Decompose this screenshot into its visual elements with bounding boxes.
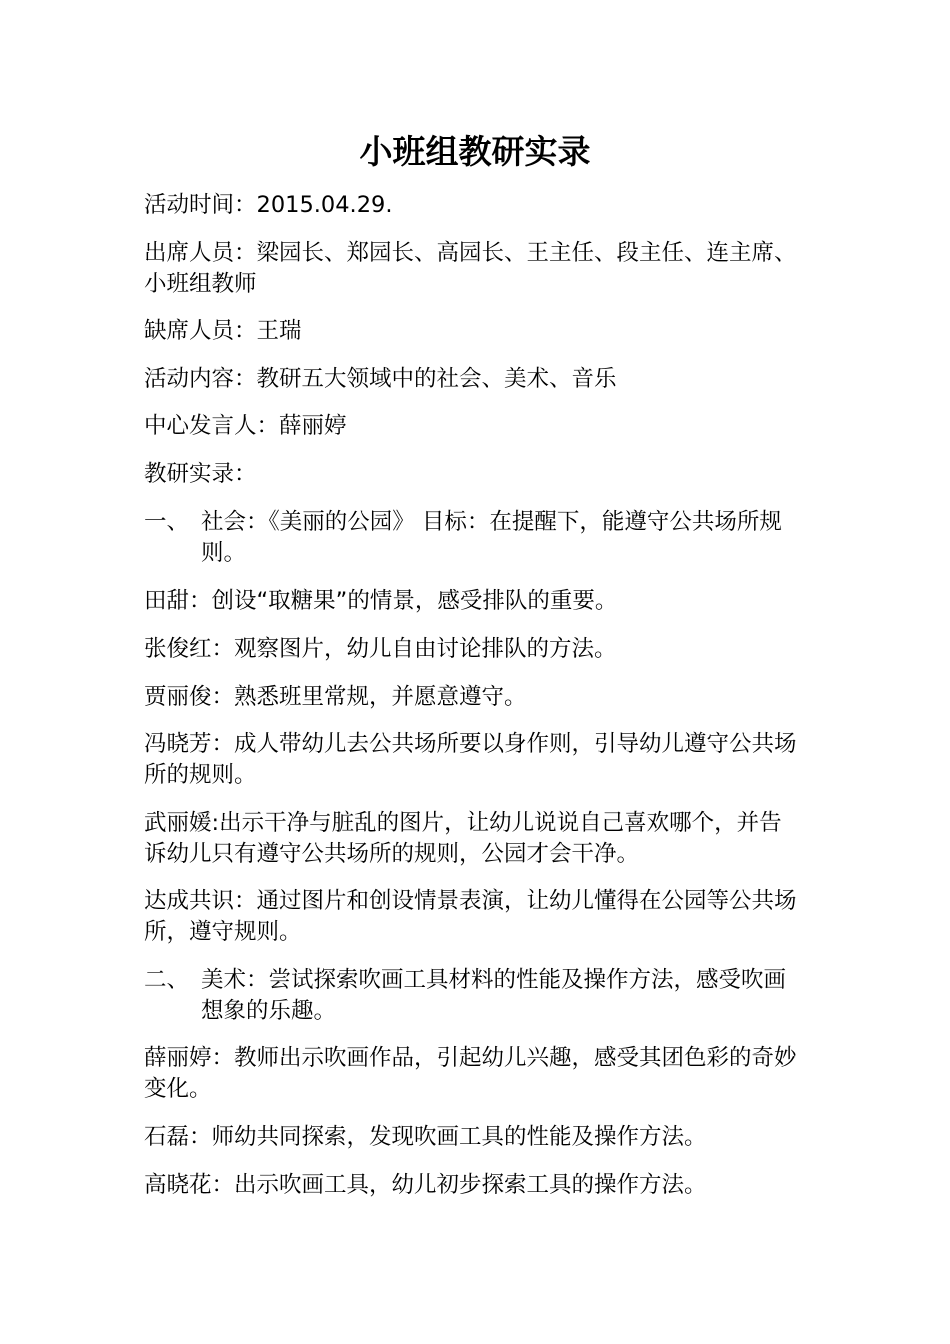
absent-persons: 缺席人员：王瑞 [144,318,302,344]
entry-paragraph: 武丽媛:出示干净与脏乱的图片，让幼儿说说自己喜欢哪个，并告诉幼儿只有遵守公共场所的规则，公园才会干净。 [144,810,782,867]
entry-paragraph: 高晓花：出示吹画工具，幼儿初步探索工具的操作方法。 [144,1172,707,1198]
activity-content: 活动内容：教研五大领域中的社会、美术、音乐 [144,366,617,392]
activity-time: 活动时间：2015.04.29. [144,192,393,218]
section-number: 二、 [144,967,190,993]
consensus-paragraph: 达成共识：通过图片和创设情景表演，让幼儿懂得在公园等公共场所，遵守规则。 [144,888,797,945]
section-number: 一、 [144,509,190,535]
section-heading-art [144,965,804,1027]
entry-paragraph: 石磊：师幼共同探索，发现吹画工具的性能及操作方法。 [144,1124,707,1150]
section-text: 社会：《美丽的公园》 目标：在提醒下，能遵守公共场所规则。 [201,509,782,566]
entry-paragraph: 田甜：创设“取糖果”的情景，感受排队的重要。 [144,588,618,614]
record-label: 教研实录： [144,461,257,487]
entry-paragraph: 张俊红：观察图片，幼儿自由讨论排队的方法。 [144,636,617,662]
entry-paragraph: 冯晓芳：成人带幼儿去公共场所要以身作则，引导幼儿遵守公共场所的规则。 [144,731,797,788]
section-heading-social [144,507,804,569]
entry-paragraph: 薛丽婷：教师出示吹画作品，引起幼儿兴趣，感受其团色彩的奇妙变化。 [144,1045,797,1102]
document-title: 小班组教研实录 [359,132,591,171]
entry-paragraph: 贾丽俊：熟悉班里常规，并愿意遵守。 [144,684,527,710]
central-speaker: 中心发言人：薛丽婷 [144,413,347,439]
section-text: 美术：尝试探索吹画工具材料的性能及操作方法，感受吹画想象的乐趣。 [201,967,787,1024]
attendees: 出席人员：梁园长、郑园长、高园长、王主任、段主任、连主席、小班组教师 [144,240,797,297]
